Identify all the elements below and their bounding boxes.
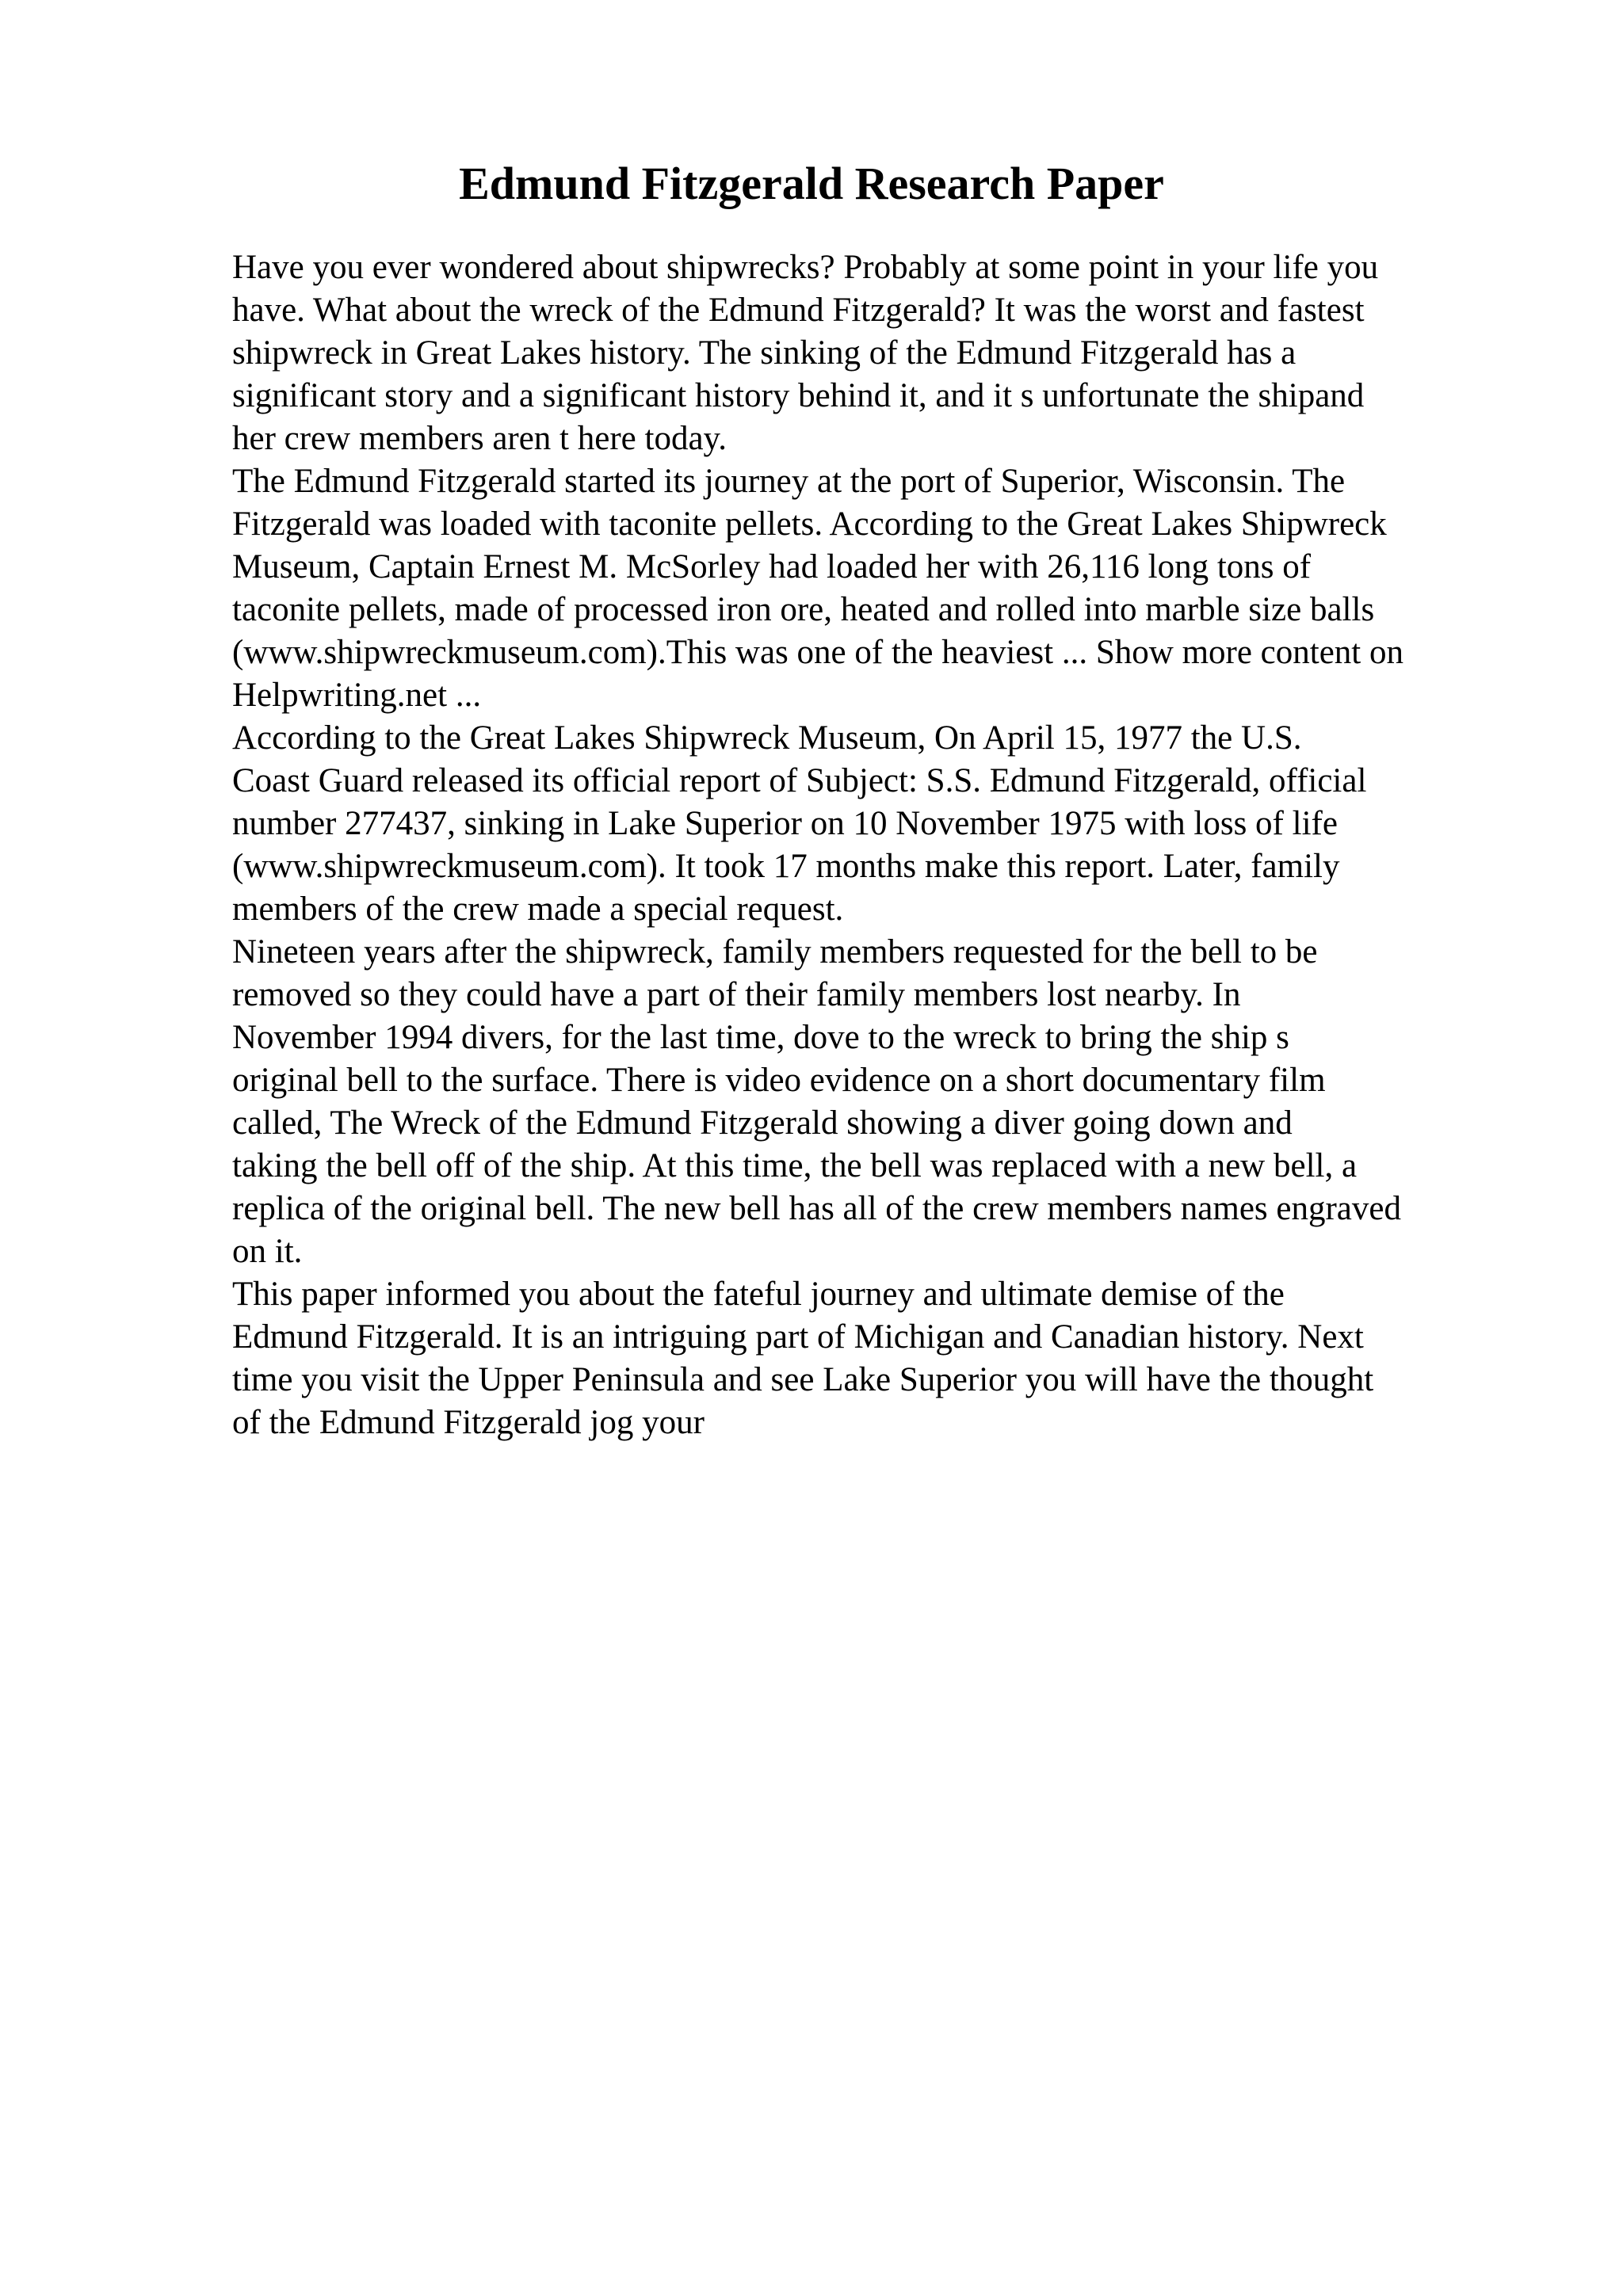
text-line: Helpwriting.net ... xyxy=(232,677,482,714)
text-line: November 1994 divers, for the last time, dove to the wreck to bring the ship s xyxy=(232,1019,1289,1056)
text-line: number 277437, sinking in Lake Superior on 10 November 1975 with loss of life xyxy=(232,805,1338,842)
text-line: Fitzgerald was loaded with taconite pellets. According to the Great Lakes Shipwreck xyxy=(232,505,1387,543)
text-line: of the Edmund Fitzgerald jog your xyxy=(232,1404,705,1441)
text-line: original bell to the surface. There is video evidence on a short documentary film xyxy=(232,1062,1326,1099)
text-line: removed so they could have a part of their family members lost nearby. In xyxy=(232,976,1241,1013)
text-line: members of the crew made a special request. xyxy=(232,891,844,928)
text-line: Coast Guard released its official report of Subject: S.S. Edmund Fitzgerald, official xyxy=(232,762,1367,799)
text-line: time you visit the Upper Peninsula and see Lake Superior you will have the thought xyxy=(232,1361,1374,1398)
text-line: Edmund Fitzgerald. It is an intriguing part of Michigan and Canadian history. Next xyxy=(232,1318,1364,1356)
text-line: According to the Great Lakes Shipwreck Museum, On April 15, 1977 the U.S. xyxy=(232,719,1302,757)
text-line: (www.shipwreckmuseum.com).This was one of the heaviest ... Show more content on xyxy=(232,634,1403,671)
text-line: have. What about the wreck of the Edmund Fitzgerald? It was the worst and fastest xyxy=(232,292,1365,329)
document-body xyxy=(232,246,1532,1444)
text-line: taconite pellets, made of processed iron ore, heated and rolled into marble size balls xyxy=(232,591,1375,628)
document-title: Edmund Fitzgerald Research Paper xyxy=(459,158,1164,209)
text-line: called, The Wreck of the Edmund Fitzgerald showing a diver going down and xyxy=(232,1104,1293,1142)
text-line: replica of the original bell. The new bell has all of the crew members names engraved xyxy=(232,1190,1401,1227)
text-line: significant story and a significant history behind it, and it s unfortunate the shipand xyxy=(232,377,1365,414)
text-line: her crew members aren t here today. xyxy=(232,420,727,457)
text-line: on it. xyxy=(232,1233,303,1270)
text-line: The Edmund Fitzgerald started its journey at the port of Superior, Wisconsin. The xyxy=(232,463,1346,500)
text-line: shipwreck in Great Lakes history. The sinking of the Edmund Fitzgerald has a xyxy=(232,334,1296,372)
text-line: taking the bell off of the ship. At this time, the bell was replaced with a new bell, a xyxy=(232,1147,1358,1184)
text-line: Nineteen years after the shipwreck, family members requested for the bell to be xyxy=(232,933,1318,971)
text-line: Museum, Captain Ernest M. McSorley had loaded her with 26,116 long tons of xyxy=(232,548,1312,585)
text-line: (www.shipwreckmuseum.com). It took 17 months make this report. Later, family xyxy=(232,848,1340,885)
text-line: Have you ever wondered about shipwrecks? Probably at some point in your life you xyxy=(232,249,1379,286)
text-line: This paper informed you about the fateful journey and ultimate demise of the xyxy=(232,1276,1285,1313)
